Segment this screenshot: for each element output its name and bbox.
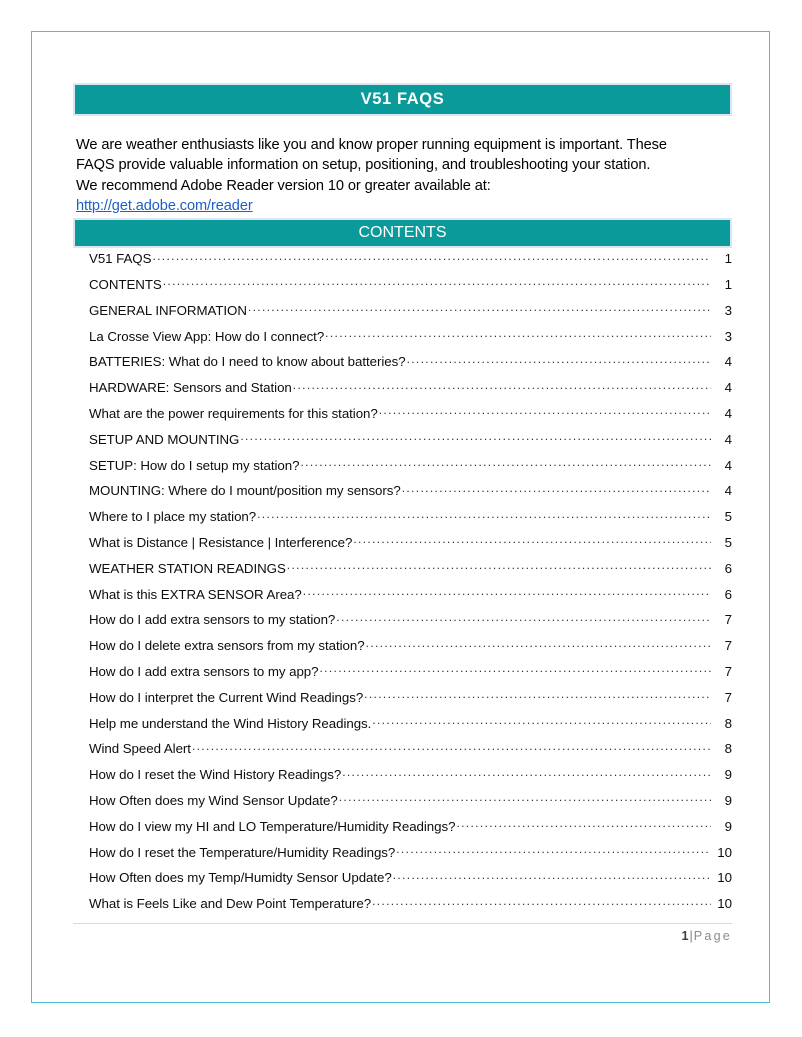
toc-entry[interactable] xyxy=(73,302,732,328)
toc-entry[interactable] xyxy=(73,895,732,921)
toc-leader-dots xyxy=(366,637,711,650)
toc-entry-page-number: 4 xyxy=(724,406,732,422)
table-of-contents xyxy=(73,250,732,921)
toc-entry-label: Help me understand the Wind History Readings. xyxy=(89,715,372,731)
toc-entry[interactable] xyxy=(73,276,732,302)
toc-entry-page-number: 4 xyxy=(724,457,732,473)
toc-entry-page-number: 4 xyxy=(724,354,732,370)
toc-entry-label: BATTERIES: What do I need to know about batteries? xyxy=(89,354,406,370)
toc-leader-dots xyxy=(372,895,711,908)
toc-leader-dots xyxy=(163,276,711,289)
toc-entry-label: What is Feels Like and Dew Point Temperature? xyxy=(89,896,372,912)
toc-entry-label: Wind Speed Alert xyxy=(89,741,191,757)
toc-leader-dots xyxy=(325,327,711,340)
toc-leader-dots xyxy=(396,843,711,856)
toc-leader-dots xyxy=(402,482,711,495)
toc-entry-page-number: 8 xyxy=(724,715,732,731)
toc-entry-label: HARDWARE: Sensors and Station xyxy=(89,380,292,396)
toc-leader-dots xyxy=(353,534,711,547)
toc-leader-dots xyxy=(407,353,711,366)
toc-entry-page-number: 3 xyxy=(724,328,732,344)
toc-entry[interactable] xyxy=(73,327,732,353)
toc-entry-page-number: 10 xyxy=(717,896,732,912)
toc-entry-label: GENERAL INFORMATION xyxy=(89,302,247,318)
toc-entry-label: SETUP AND MOUNTING xyxy=(89,431,240,447)
toc-entry-label: How do I delete extra sensors from my station? xyxy=(89,638,365,654)
footer-separator: | xyxy=(689,929,693,943)
toc-entry-label: How do I add extra sensors to my app? xyxy=(89,664,319,680)
toc-leader-dots xyxy=(240,431,711,444)
toc-entry[interactable] xyxy=(73,611,732,637)
toc-entry-page-number: 1 xyxy=(724,251,732,267)
toc-entry[interactable] xyxy=(73,250,732,276)
toc-entry-label: How Often does my Wind Sensor Update? xyxy=(89,793,338,809)
toc-entry[interactable] xyxy=(73,560,732,586)
toc-leader-dots xyxy=(364,689,711,702)
footer-page-number: 1 xyxy=(681,929,689,943)
toc-entry-label: La Crosse View App: How do I connect? xyxy=(89,328,325,344)
toc-entry-page-number: 5 xyxy=(724,535,732,551)
toc-entry[interactable] xyxy=(73,714,732,740)
toc-entry-page-number: 7 xyxy=(724,612,732,628)
toc-entry-label: SETUP: How do I setup my station? xyxy=(89,457,300,473)
toc-leader-dots xyxy=(293,379,711,392)
toc-leader-dots xyxy=(248,302,711,315)
footer xyxy=(73,929,732,943)
toc-entry-page-number: 5 xyxy=(724,509,732,525)
toc-entry[interactable] xyxy=(73,585,732,611)
toc-entry[interactable] xyxy=(73,818,732,844)
toc-entry[interactable] xyxy=(73,405,732,431)
toc-entry[interactable] xyxy=(73,637,732,663)
toc-entry[interactable] xyxy=(73,663,732,689)
toc-entry[interactable] xyxy=(73,766,732,792)
contents-banner xyxy=(73,218,732,248)
toc-leader-dots xyxy=(257,508,711,521)
footer-page-word: Page xyxy=(693,929,732,943)
toc-leader-dots xyxy=(300,456,711,469)
toc-entry-page-number: 8 xyxy=(724,741,732,757)
intro-line-3: We recommend Adobe Reader version 10 or greater available at: xyxy=(76,177,491,194)
toc-entry[interactable] xyxy=(73,869,732,895)
toc-entry-page-number: 10 xyxy=(717,870,732,886)
adobe-reader-link[interactable]: http://get.adobe.com/reader xyxy=(76,197,253,214)
toc-entry-page-number: 6 xyxy=(724,560,732,576)
toc-entry-label: What is Distance | Resistance | Interference? xyxy=(89,535,353,551)
page-content-area xyxy=(73,32,732,1002)
toc-entry-label: How Often does my Temp/Humidty Sensor Update? xyxy=(89,870,392,886)
intro-line-2: FAQS provide valuable information on setup, positioning, and troubleshooting your station. xyxy=(76,157,651,174)
toc-leader-dots xyxy=(339,792,711,805)
toc-entry[interactable] xyxy=(73,456,732,482)
page-sheet xyxy=(31,31,770,1003)
title-banner-text: V51 FAQS xyxy=(75,85,730,114)
toc-entry[interactable] xyxy=(73,843,732,869)
toc-entry-label: How do I reset the Temperature/Humidity Readings? xyxy=(89,844,396,860)
toc-entry[interactable] xyxy=(73,508,732,534)
toc-leader-dots xyxy=(372,714,711,727)
toc-entry-label: MOUNTING: Where do I mount/position my sensors? xyxy=(89,483,401,499)
intro-paragraph xyxy=(76,135,732,216)
toc-leader-dots xyxy=(342,766,711,779)
contents-banner-text: CONTENTS xyxy=(75,220,730,246)
toc-leader-dots xyxy=(456,818,711,831)
toc-entry-page-number: 6 xyxy=(724,586,732,602)
toc-entry-label: How do I reset the Wind History Readings? xyxy=(89,767,342,783)
toc-leader-dots xyxy=(379,405,711,418)
toc-entry-page-number: 3 xyxy=(724,302,732,318)
toc-entry-label: Where to I place my station? xyxy=(89,509,257,525)
intro-line-1: We are weather enthusiasts like you and know proper running equipment is important. These xyxy=(76,137,667,153)
toc-entry-label: How do I view my HI and LO Temperature/Humidity Readings? xyxy=(89,818,456,834)
toc-entry-page-number: 4 xyxy=(724,380,732,396)
toc-entry[interactable] xyxy=(73,482,732,508)
toc-entry-page-number: 4 xyxy=(724,483,732,499)
toc-entry-label: WEATHER STATION READINGS xyxy=(89,560,286,576)
toc-leader-dots xyxy=(303,585,711,598)
toc-entry-label: CONTENTS xyxy=(89,277,162,293)
toc-entry-page-number: 4 xyxy=(724,431,732,447)
toc-entry[interactable] xyxy=(73,740,732,766)
toc-entry-page-number: 7 xyxy=(724,689,732,705)
toc-entry[interactable] xyxy=(73,792,732,818)
toc-entry-page-number: 1 xyxy=(724,277,732,293)
toc-leader-dots xyxy=(320,663,712,676)
toc-entry-label: How do I add extra sensors to my station? xyxy=(89,612,336,628)
title-banner xyxy=(73,83,732,116)
toc-leader-dots xyxy=(192,740,711,753)
toc-entry[interactable] xyxy=(73,353,732,379)
toc-leader-dots xyxy=(393,869,711,882)
toc-entry-page-number: 10 xyxy=(717,844,732,860)
toc-entry[interactable] xyxy=(73,689,732,715)
toc-entry[interactable] xyxy=(73,534,732,560)
toc-entry-label: V51 FAQS xyxy=(89,251,152,267)
toc-entry[interactable] xyxy=(73,379,732,405)
footer-divider xyxy=(73,923,732,924)
toc-entry-page-number: 9 xyxy=(724,793,732,809)
toc-leader-dots xyxy=(287,560,711,573)
toc-entry-page-number: 9 xyxy=(724,767,732,783)
toc-entry-page-number: 7 xyxy=(724,664,732,680)
toc-leader-dots xyxy=(336,611,711,624)
toc-entry-page-number: 7 xyxy=(724,638,732,654)
toc-entry-label: What is this EXTRA SENSOR Area? xyxy=(89,586,302,602)
toc-entry[interactable] xyxy=(73,431,732,457)
toc-entry-page-number: 9 xyxy=(724,818,732,834)
toc-entry-label: How do I interpret the Current Wind Readings? xyxy=(89,689,364,705)
toc-entry-label: What are the power requirements for this station? xyxy=(89,406,378,422)
toc-leader-dots xyxy=(152,250,711,263)
